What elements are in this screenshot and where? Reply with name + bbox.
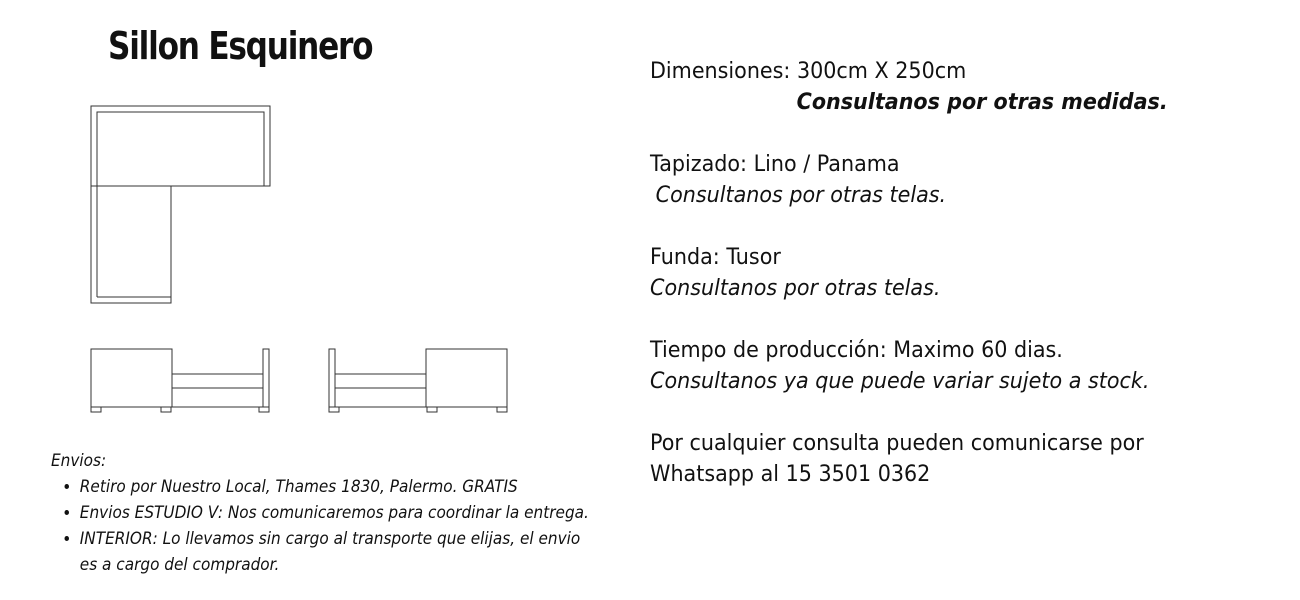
shipping-item-interior: • INTERIOR: Lo llevamos sin cargo al transporte que elijas, el envio es a cargo del comprador. xyxy=(80,526,591,578)
shipping-item-estudio: • Envios ESTUDIO V: Nos comunicaremos para coordinar la entrega. xyxy=(80,500,591,526)
page-title: Sillon Esquinero xyxy=(108,24,373,68)
contact-text-line1: Por cualquier consulta pueden comunicarse por xyxy=(650,431,1144,456)
cover-text: Funda: Tusor xyxy=(650,245,781,270)
sofa-top-view xyxy=(91,106,270,303)
dimensions-note: Consultanos por otras medidas. xyxy=(796,90,1168,115)
upholstery-text: Tapizado: Lino / Panama xyxy=(650,152,900,177)
contact-text-line2: Whatsapp al 15 3501 0362 xyxy=(650,462,931,487)
production-note: Consultanos ya que puede variar sujeto a stock. xyxy=(650,369,1150,394)
production-time-text: Tiempo de producción: Maximo 60 dias. xyxy=(650,338,1063,363)
cover-note: Consultanos por otras telas. xyxy=(650,276,941,301)
shipping-list xyxy=(51,474,591,578)
sofa-front-view-right xyxy=(329,349,507,412)
shipping-heading: Envios: xyxy=(51,451,107,471)
product-specs xyxy=(650,56,1176,490)
shipping-item-pickup: • Retiro por Nuestro Local, Thames 1830, Palermo. GRATIS xyxy=(80,474,591,500)
dimensions-text: Dimensiones: 300cm X 250cm xyxy=(650,59,967,84)
sofa-front-view-left xyxy=(91,349,269,412)
upholstery-note: Consultanos por otras telas. xyxy=(655,183,947,208)
shipping-info xyxy=(51,448,591,578)
